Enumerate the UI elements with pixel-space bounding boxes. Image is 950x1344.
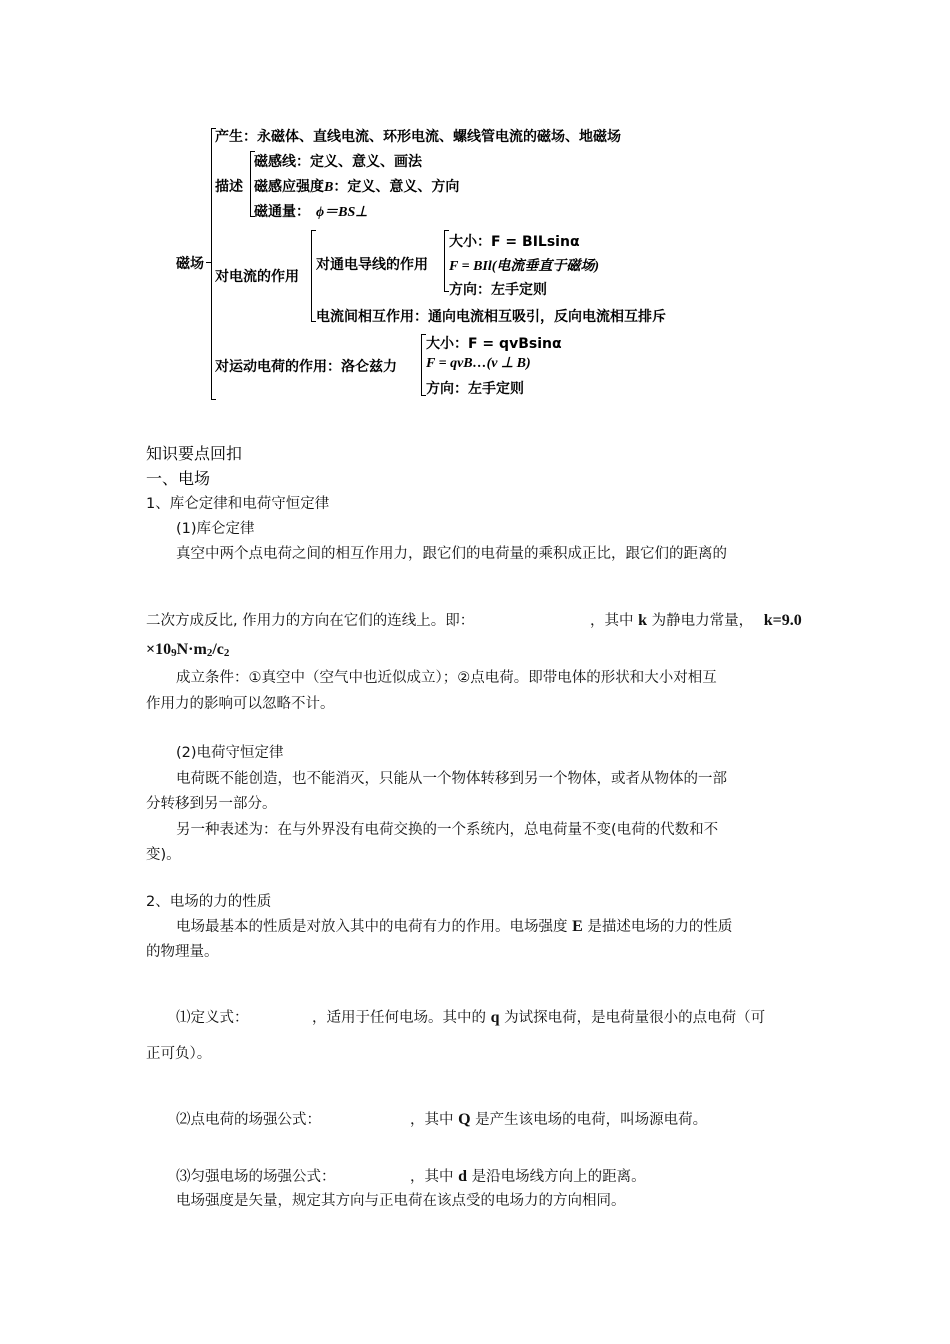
current-brace bbox=[311, 230, 312, 322]
uniform-text: 是沿电场线方向上的距离。 bbox=[471, 1169, 646, 1185]
wire-direction-line: 方向：左手定则 bbox=[449, 282, 547, 298]
flux-line bbox=[254, 201, 367, 221]
wire-brace bbox=[444, 230, 445, 292]
main-brace-tick bbox=[211, 399, 216, 400]
k-unit-exp: 9 bbox=[171, 647, 177, 659]
conservation-line: 变)。 bbox=[146, 847, 181, 863]
field-lines-line: 磁感线：定义、意义、画法 bbox=[254, 154, 422, 170]
description-label: 描述 bbox=[215, 179, 243, 195]
main-brace bbox=[211, 128, 212, 400]
wire-effect-label: 对通电导线的作用 bbox=[316, 257, 428, 273]
k-symbol: k bbox=[638, 612, 648, 629]
k-unit-c-exp: 2 bbox=[223, 647, 230, 659]
point-charge-line: ⑵点电荷的场强公式： bbox=[176, 1112, 321, 1128]
coulomb-law-title: (1)库仑定律 bbox=[176, 521, 255, 537]
main-brace-tick bbox=[206, 262, 211, 263]
k-value: k=9.0 bbox=[763, 612, 802, 629]
k-unit-c: /c bbox=[212, 641, 224, 658]
current-brace-tick bbox=[311, 230, 316, 231]
E-symbol: E bbox=[572, 918, 583, 935]
section-electric-field: 一、电场 bbox=[146, 469, 211, 488]
condition-line: 成立条件：①真空中（空气中也近似成立）；②点电荷。即带电体的形状和大小对相互 bbox=[176, 670, 717, 686]
lorentz-brace bbox=[421, 334, 422, 396]
q-symbol: q bbox=[490, 1009, 500, 1026]
lorentz-magnitude-line: 大小：F = qvBsinα bbox=[426, 336, 562, 352]
coulomb-paragraph-line bbox=[590, 609, 802, 630]
condition-line: 作用力的影响可以忽略不计。 bbox=[146, 696, 335, 712]
field-intro-line bbox=[176, 915, 732, 936]
point-text: ，其中 bbox=[410, 1112, 454, 1128]
conservation-title: (2)电荷守恒定律 bbox=[176, 745, 284, 761]
k-unit-m-exp: 2 bbox=[206, 647, 213, 659]
current-effect-label: 对电流的作用 bbox=[215, 269, 299, 285]
subsection-coulomb-conservation: 1、库仑定律和电荷守恒定律 bbox=[146, 496, 330, 512]
field-text: 是描述电场的力的性质 bbox=[587, 919, 733, 935]
d-symbol: d bbox=[458, 1168, 468, 1185]
field-text: 电场最基本的性质是对放入其中的电荷有力的作用。电场强度 bbox=[176, 919, 568, 935]
induction-prefix: 磁感应强度 bbox=[254, 179, 324, 195]
flux-formula: ϕ＝BS⊥ bbox=[316, 205, 368, 220]
wire-force-formula: F = BIl(电流垂直于磁场) bbox=[449, 259, 600, 274]
k-unit-n: N·m bbox=[176, 641, 207, 658]
induction-line bbox=[254, 176, 459, 196]
field-intro-line: 的物理量。 bbox=[146, 944, 219, 960]
lorentz-force-formula: F = qvB…(v ⊥ B) bbox=[426, 356, 531, 371]
definition-line: ⑴定义式： bbox=[176, 1010, 249, 1026]
point-text: 是产生该电场的电荷，叫场源电荷。 bbox=[475, 1112, 708, 1128]
uniform-field-line bbox=[410, 1165, 646, 1186]
k-unit-line bbox=[146, 639, 229, 659]
point-charge-line bbox=[410, 1108, 707, 1129]
conservation-line: 分转移到另一部分。 bbox=[146, 796, 277, 812]
conservation-line: 电荷既不能创造，也不能消灭，只能从一个物体转移到另一个物体，或者从物体的一部 bbox=[176, 771, 727, 787]
review-heading: 知识要点回扣 bbox=[146, 444, 243, 463]
wire-magnitude-line: 大小：F = BILsinα bbox=[449, 234, 580, 250]
coulomb-text: ，其中 bbox=[590, 613, 634, 629]
conservation-line: 另一种表述为：在与外界没有电荷交换的一个系统内，总电荷量不变(电荷的代数和不 bbox=[176, 822, 719, 838]
induction-symbol: B bbox=[324, 180, 334, 195]
Q-symbol: Q bbox=[458, 1111, 471, 1128]
current-interaction-line: 电流间相互作用：通向电流相互吸引，反向电流相互排斥 bbox=[316, 309, 666, 325]
uniform-field-line: ⑶匀强电场的场强公式： bbox=[176, 1169, 336, 1185]
moving-charge-label: 对运动电荷的作用：洛仑兹力 bbox=[215, 359, 397, 375]
definition-line bbox=[312, 1006, 765, 1027]
diagram-root-label: 磁场 bbox=[176, 256, 204, 272]
flux-label: 磁通量： bbox=[254, 204, 310, 220]
definition-line: 正可负）。 bbox=[146, 1046, 212, 1062]
induction-suffix: ：定义、意义、方向 bbox=[333, 179, 460, 195]
k-unit-times: ×10 bbox=[146, 641, 172, 658]
uniform-text: ，其中 bbox=[410, 1169, 454, 1185]
vector-line: 电场强度是矢量，规定其方向与正电荷在该点受的电场力的方向相同。 bbox=[176, 1193, 626, 1209]
coulomb-text: 为静电力常量， bbox=[651, 613, 754, 629]
definition-text: ，适用于任何电场。其中的 bbox=[312, 1010, 486, 1026]
generation-line: 产生：永磁体、直线电流、环形电流、螺线管电流的磁场、地磁场 bbox=[215, 129, 621, 145]
coulomb-paragraph-line: 二次方成反比, 作用力的方向在它们的连线上。即： bbox=[146, 613, 475, 629]
definition-text: 为试探电荷，是电荷量很小的点电荷（可 bbox=[504, 1010, 766, 1026]
description-brace bbox=[250, 151, 251, 217]
lorentz-direction-line: 方向：左手定则 bbox=[426, 381, 524, 397]
subsection-field-force: 2、电场的力的性质 bbox=[146, 894, 272, 910]
coulomb-paragraph-line: 真空中两个点电荷之间的相互作用力，跟它们的电荷量的乘积成正比，跟它们的距离的 bbox=[176, 546, 727, 562]
